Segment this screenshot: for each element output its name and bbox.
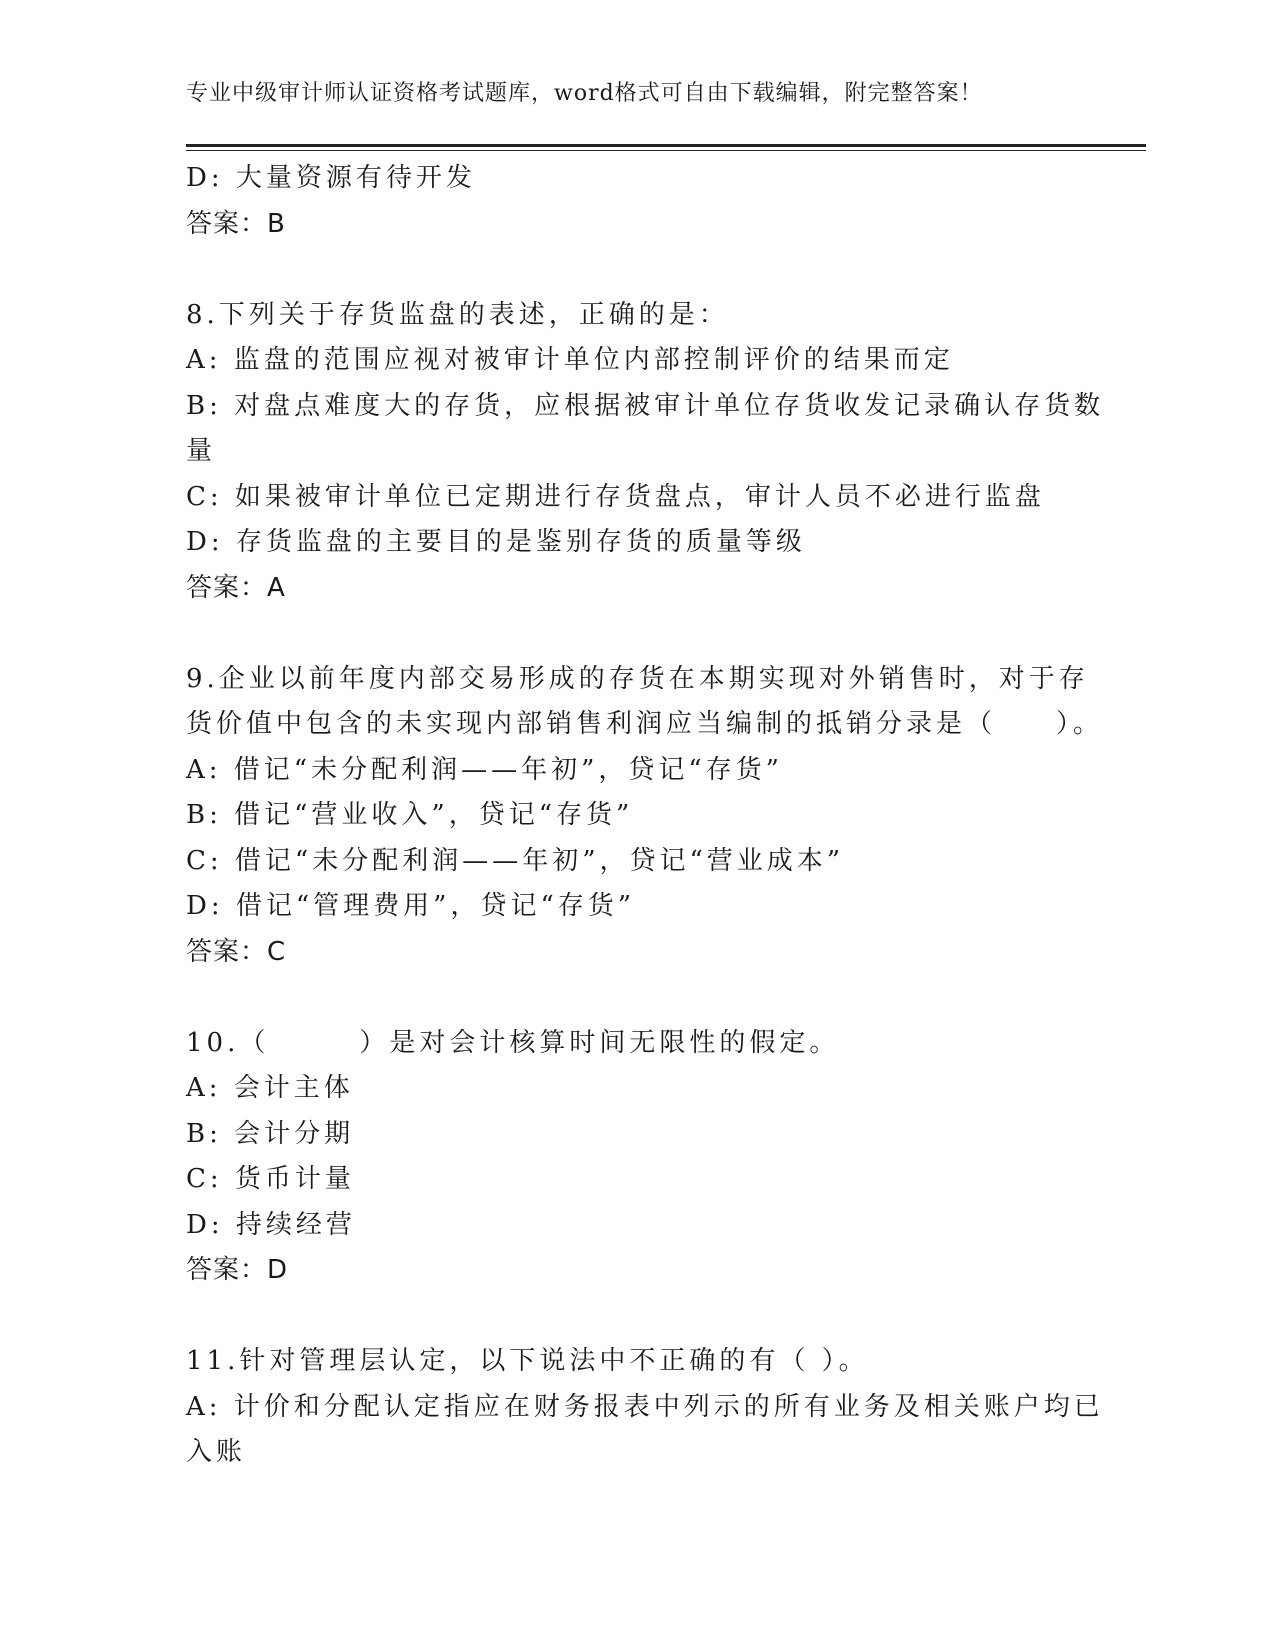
question-stem: 9.企业以前年度内部交易形成的存货在本期实现对外销售时，对于存 (186, 663, 1089, 694)
question-block (186, 1021, 1066, 1294)
option-line: A: 计价和分配认定指应在财务报表中列示的所有业务及相关账户均已 (186, 1391, 1104, 1422)
question-block (186, 657, 1104, 976)
option-line-continued: 入账 (186, 1437, 247, 1467)
option-line: D: 持续经营 (186, 1209, 356, 1240)
option-line: D: 存货监盘的主要目的是鉴别存货的质量等级 (186, 527, 806, 557)
question-stem: 10.（ ）是对会计核算时间无限性的假定。 (186, 1027, 840, 1058)
question-stem-continued: 货价值中包含的未实现内部销售利润应当编制的抵销分录是（ ）。 (186, 709, 1104, 739)
answer-line: 答案：D (186, 1255, 289, 1285)
question-block (186, 1339, 1104, 1476)
option-line: D: 借记“管理费用”，贷记“存货” (186, 891, 636, 921)
option-line: C: 货币计量 (186, 1164, 355, 1194)
option-line: B: 会计分期 (186, 1118, 355, 1149)
block-gap (186, 975, 1066, 1021)
question-block (186, 156, 1066, 247)
option-line: A: 借记“未分配利润——年初”，贷记“存货” (186, 754, 783, 785)
option-line: C: 如果被审计单位已定期进行存货盘点，审计人员不必进行监盘 (186, 481, 1045, 512)
question-block (186, 293, 1105, 612)
page-header: 专业中级审计师认证资格考试题库，word格式可自由下载编辑，附完整答案！ (186, 81, 983, 106)
option-line: D: 大量资源有待开发 (186, 163, 476, 193)
option-line: C: 借记“未分配利润——年初”，贷记“营业成本” (186, 845, 845, 876)
answer-line: 答案：A (186, 572, 286, 603)
answer-line: 答案：B (186, 208, 286, 239)
question-stem: 11.针对管理层认定，以下说法中不正确的有（ ）。 (186, 1346, 869, 1376)
block-gap (186, 1294, 1066, 1340)
option-line-continued: 量 (186, 436, 217, 466)
header-rule-thin (186, 150, 1146, 151)
answer-line: 答案：C (186, 936, 287, 967)
header-rule-thick (186, 144, 1146, 147)
question-stem: 8.下列关于存货监盘的表述，正确的是： (186, 299, 729, 330)
block-gap (186, 247, 1066, 293)
block-gap (186, 611, 1066, 657)
option-line: B: 对盘点难度大的存货，应根据被审计单位存货收发记录确认存货数 (186, 390, 1105, 421)
question-content (186, 156, 1105, 1476)
option-line: A: 会计主体 (186, 1073, 354, 1103)
option-line: A: 监盘的范围应视对被审计单位内部控制评价的结果而定 (186, 345, 954, 375)
option-line: B: 借记“营业收入”，贷记“存货” (186, 800, 634, 830)
